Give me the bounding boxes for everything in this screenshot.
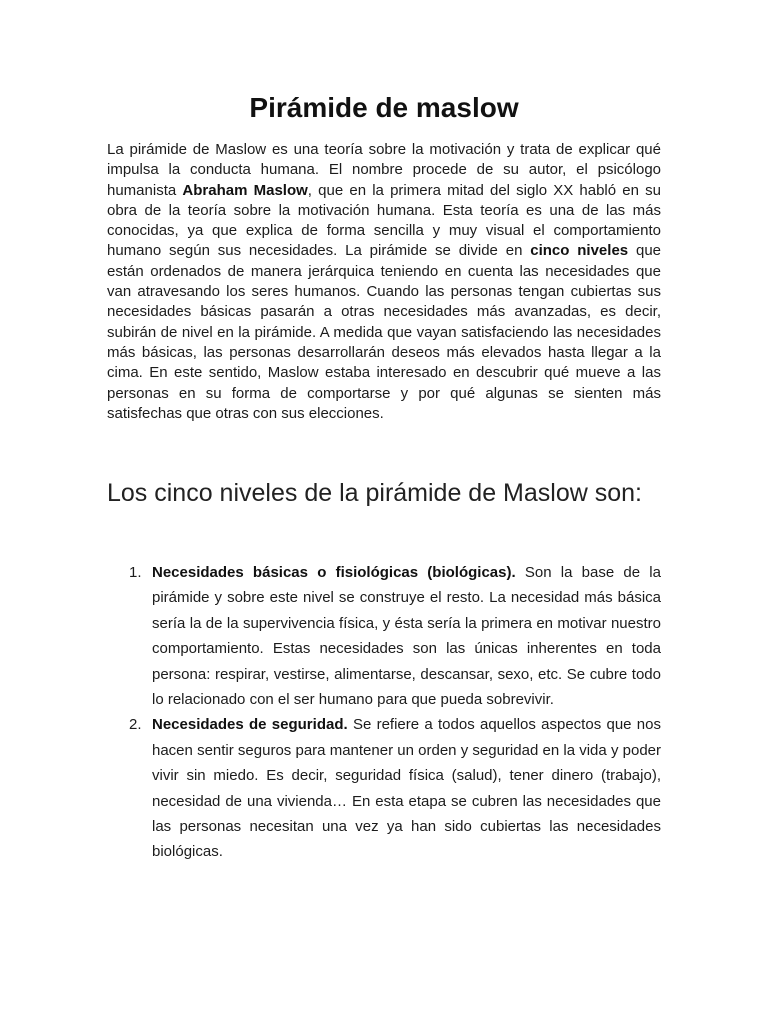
document-title: Pirámide de maslow bbox=[249, 92, 519, 123]
section-title: Los cinco niveles de la pirámide de Maslow son: bbox=[107, 479, 642, 507]
list-number: 2. bbox=[129, 716, 142, 734]
list-number: 1. bbox=[129, 564, 142, 581]
intro-text-2: , que en la primera mitad del siglo XX habló en su obra de la teoría sobre la motivación humana. Esta teoría es una de las más conocidas, ya que explica de forma sencilla y muy visual el comportamiento humano según sus necesidades. La pirámide se divide en bbox=[107, 181, 662, 260]
level-text: Son la base de la pirámide y sobre este nivel se construye el resto. La necesidad más básica sería la de la supervivencia física, y ésta sería la primera en motivar nuestro comportamiento. Estas necesidades son las únicas inherentes en toda persona: respirar, vestirse, alimentarse, descansar, sexo, etc. Se cubre todo lo relacionado con el ser humano para que pueda sobrevivir. bbox=[152, 564, 661, 709]
list-item bbox=[129, 712, 661, 864]
intro-text-3: que están ordenados de manera jerárquica teniendo en cuenta las necesidades que van atravesando los seres humanos. Cuando las personas tengan cubiertas sus necesidades básicas pasarán a otras necesidades más avanzadas, es decir, subirán de nivel en la pirámide. A medida que vayan satisfaciendo las necesidades más básicas, las personas desarrollarán deseos más elevados hasta llegar a la cima. En este sentido, Maslow estaba interesado en descubrir qué mueve a las personas en su forma de comportarse y por qué algunas se sienten más satisfechas que otras con sus elecciones. bbox=[107, 242, 662, 422]
level-heading: Necesidades básicas o fisiológicas (biológicas). bbox=[152, 564, 516, 581]
level-heading: Necesidades de seguridad. bbox=[152, 716, 348, 734]
intro-text-1: La pirámide de Maslow es una teoría sobre la motivación y trata de explicar qué impulsa la conducta humana. El nombre procede de su autor, el psicólogo humanista bbox=[107, 141, 661, 199]
author-name: Abraham Maslow bbox=[182, 181, 308, 199]
levels-list bbox=[129, 560, 661, 865]
levels-count-emphasis: cinco niveles bbox=[530, 242, 629, 260]
list-item bbox=[129, 560, 661, 712]
level-text: Se refiere a todos aquellos aspectos que nos hacen sentir seguros para mantener un orden y seguridad en la vida y poder vivir sin miedo. Es decir, seguridad física (salud), tener dinero (trabajo), necesidad de una vivienda… En esta etapa se cubren las necesidades que las personas necesitan una vez ya han sido cubiertas las necesidades biológicas. bbox=[152, 716, 661, 861]
intro-paragraph bbox=[107, 140, 661, 424]
